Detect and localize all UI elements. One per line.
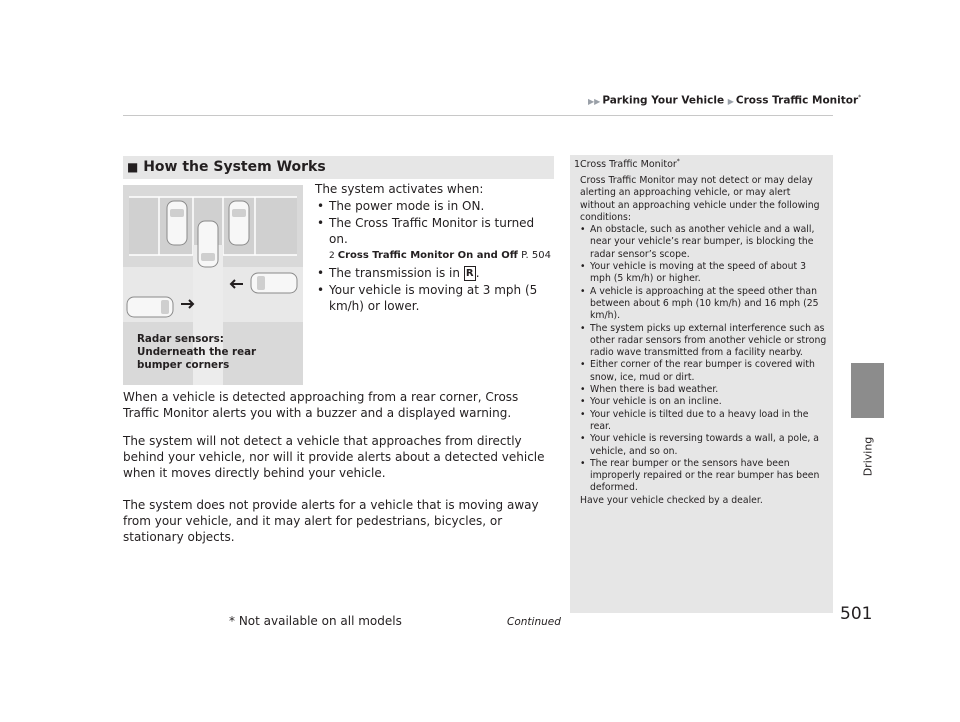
header-rule xyxy=(123,115,833,116)
list-item: • The rear bumper or the sensors have been improperly repaired or the rear bumper has been deformed. xyxy=(580,458,827,495)
list-item: • Your vehicle is reversing towards a wall, a pole, a vehicle, and so on. xyxy=(580,433,827,458)
paragraph-no-alert: The system does not provide alerts for a vehicle that is moving away from your vehicle, and it may alert for pedestrians, bicycles, or stationary objects. xyxy=(123,498,539,544)
approaching-car-right xyxy=(251,273,297,293)
list-item: • A vehicle is approaching at the speed other than between about 6 mph (10 km/h) and 16 mph (25 km/h). xyxy=(580,286,827,323)
list-item: • Your vehicle is tilted due to a heavy load in the rear. xyxy=(580,409,827,434)
breadcrumb-part1: Parking Your Vehicle xyxy=(602,94,725,107)
list-item: • The power mode is in ON. xyxy=(315,198,555,214)
list-item: • Your vehicle is moving at 3 mph (5 km/h) or lower. xyxy=(315,282,555,314)
list-item: • An obstacle, such as another vehicle and a wall, near your vehicle’s rear bumper, is blocking the radar sensor’s scope. xyxy=(580,224,827,261)
breadcrumb-asterisk: * xyxy=(858,94,862,101)
reversing-car xyxy=(198,221,218,267)
continued-label: Continued xyxy=(507,616,561,628)
gear-r-key: R xyxy=(464,266,476,281)
ref-arrow-icon: 2 xyxy=(329,251,335,261)
footnote: * Not available on all models xyxy=(229,614,402,628)
note-intro: Cross Traffic Monitor may not detect or may delay alerting an approaching vehicle, or may alert without an approaching vehicle under the following conditions: xyxy=(580,175,820,223)
ref-page: P. 504 xyxy=(521,250,551,261)
triangle-right-icon: ▶▶ xyxy=(588,96,601,106)
paragraph-limitation: The system will not detect a vehicle that approaches from directly behind your vehicle, nor will it provide alerts about a detected vehicle when it moves directly behind your vehicle. xyxy=(123,434,545,480)
chapter-label: Driving xyxy=(861,436,875,477)
list-item: • When there is bad weather. xyxy=(580,384,827,396)
list-item: • Your vehicle is moving at the speed of about 3 mph (5 km/h) or higher. xyxy=(580,261,827,286)
ref-link[interactable]: Cross Traffic Monitor On and Off xyxy=(337,250,518,261)
triangle-right-icon: ▶ xyxy=(727,96,734,106)
breadcrumb xyxy=(588,94,861,107)
note-outro: Have your vehicle checked by a dealer. xyxy=(580,494,763,506)
item3-text: The transmission is in xyxy=(329,266,460,280)
list-item: • The system picks up external interference such as other radar sensors from another vehicle or strong radio wave transmitted from a facility nearby. xyxy=(580,323,827,360)
parked-car-left xyxy=(167,201,187,245)
note-title xyxy=(574,158,680,170)
breadcrumb-part2: Cross Traffic Monitor xyxy=(735,94,859,107)
section-title: How the System Works xyxy=(143,159,326,175)
note-list xyxy=(580,224,827,495)
radar-caption xyxy=(137,333,297,372)
list-item: • Either corner of the rear bumper is covered with snow, ice, mud or dirt. xyxy=(580,359,827,384)
note-num: 1 xyxy=(574,159,581,171)
paragraph-alert: When a vehicle is detected approaching from a rear corner, Cross Traffic Monitor alerts you with a buzzer and a displayed warning. xyxy=(123,390,519,420)
cross-reference xyxy=(315,248,555,264)
approaching-car-left xyxy=(127,297,173,317)
activation-intro: The system activates when: xyxy=(315,182,484,196)
chapter-tab xyxy=(851,363,884,418)
list-item xyxy=(315,265,555,281)
section-heading xyxy=(123,156,554,179)
list-item: • Your vehicle is on an incline. xyxy=(580,396,827,408)
page-number: 501 xyxy=(840,604,873,624)
list-item: • The Cross Traffic Monitor is turned on. xyxy=(315,215,555,247)
activation-list xyxy=(315,198,555,315)
note-asterisk: * xyxy=(676,158,680,165)
item3-period: . xyxy=(475,266,480,280)
parked-car-right xyxy=(229,201,249,245)
radar-caption-line2: Underneath the rear bumper corners xyxy=(137,346,257,371)
radar-caption-line1: Radar sensors: xyxy=(137,333,224,345)
section-marker: ■ xyxy=(127,160,139,174)
note-title-text: Cross Traffic Monitor xyxy=(580,159,677,171)
note-body xyxy=(580,175,827,507)
